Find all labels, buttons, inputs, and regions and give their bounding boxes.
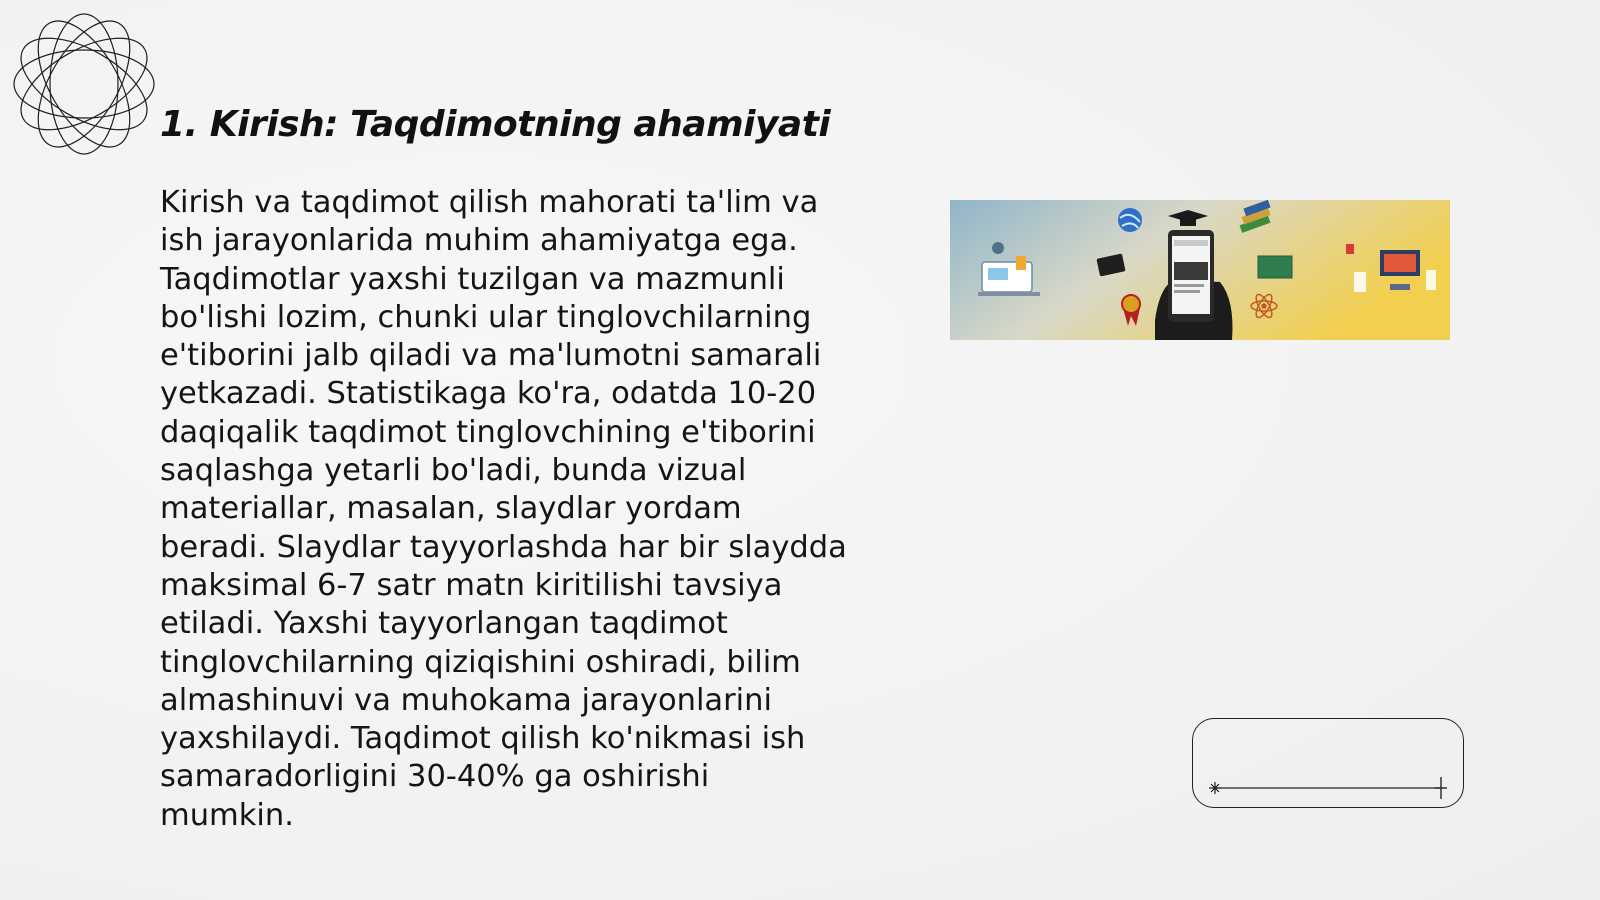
chalkboard-icon — [1258, 256, 1292, 278]
slide-body-text: Kirish va taqdimot qilish mahorati ta'lim va ish jarayonlarida muhim ahamiyatga ega. Taqdimotlar yaxshi tuzilgan va mazmunli bo'lishi lozim, chunki ular tinglovchilarning e'tiborini jalb qiladi va ma'lumotni samarali yetkazadi. Statistikaga ko'ra, odatda 10-20 daqiqalik taqdimot tinglovchining e'tiborini saqlashga yetarli bo'ladi, bunda vizual materiallar, masalan, slaydlar yordam beradi. Slaydlar tayyorlashda har bir slaydda maksimal 6-7 satr matn kiritilishi tavsiya etiladi. Yaxshi tayyorlangan taqdimot tinglovchilarning qiziqishini oshiradi, bilim almashinuvi va muhokama jarayonlarini yaxshilaydi. Taqdimot qilish ko'nikmasi ish samaradorligini 30-40% ga oshirishi mumkin. — [160, 185, 847, 833]
slide-title: 1. Kirish: Taqdimotning ahamiyati — [160, 104, 831, 145]
globe-icon — [1118, 208, 1142, 232]
sparkle-line-icon — [1193, 719, 1465, 809]
decorative-frame — [1192, 718, 1464, 808]
education-banner-image — [950, 200, 1450, 340]
rings-ornament-icon — [10, 10, 158, 158]
